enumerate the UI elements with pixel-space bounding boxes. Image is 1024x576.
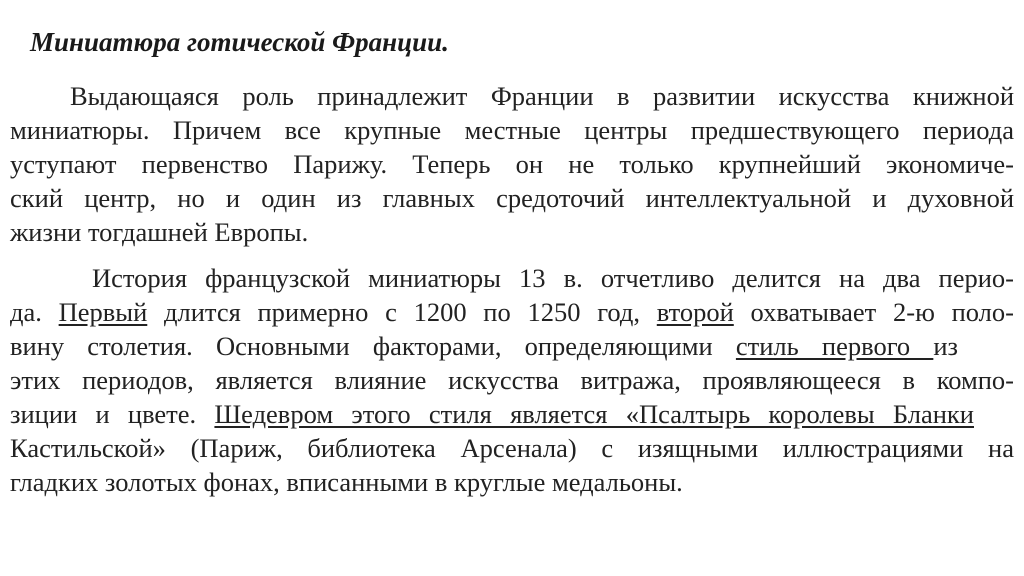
paragraph-2-line-5 <box>10 398 974 430</box>
paragraph-1-line-1: Выдающаяся роль принадлежит Франции в развитии искусства книжной <box>70 81 1014 111</box>
paragraph-2-line-2 <box>10 296 1014 328</box>
text-segment: длится примерно с 1200 по 1250 год, <box>147 297 657 327</box>
paragraph-1-line-4: ский центр, но и один из главных средоточий интеллектуальной и духовной <box>10 183 1014 213</box>
paragraph-2-line-3 <box>10 330 958 362</box>
text-segment: зиции и цвете. <box>10 399 215 429</box>
paragraph-1-line-5: жизни тогдашней Европы. <box>10 217 309 247</box>
text-segment: да. <box>10 297 59 327</box>
underlined-first-period: Первый <box>58 297 148 327</box>
paragraph-2-line-7: гладких золотых фонах, вписанными в круглые медальоны. <box>10 467 683 497</box>
paragraph-2-line-1: История французской миниатюры 13 в. отчетливо делится на два перио- <box>92 263 1014 293</box>
underlined-masterpiece: Шедевром этого стиля является «Псалтырь королевы Бланки <box>214 399 974 429</box>
underlined-first-style: стиль первого <box>735 331 934 361</box>
text-segment: охватывает 2-ю поло- <box>733 297 1014 327</box>
paragraph-2-line-6: Кастильской» (Париж, библиотека Арсенала) с изящными иллюстрациями на <box>10 433 1014 463</box>
slide-heading: Миниатюра готической Франции. <box>30 27 449 57</box>
paragraph-1-line-2: миниатюры. Причем все крупные местные центры предшествующего периода <box>10 115 1014 145</box>
paragraph-2-line-4: этих периодов, является влияние искусства витража, проявляющееся в компо- <box>10 365 1014 395</box>
text-segment: из <box>933 331 958 361</box>
text-segment: вину столетия. Основными факторами, определяющими <box>10 331 736 361</box>
paragraph-1-line-3: уступают первенство Парижу. Теперь он не только крупнейший экономиче- <box>10 149 1014 179</box>
underlined-second-period: второй <box>656 297 734 327</box>
